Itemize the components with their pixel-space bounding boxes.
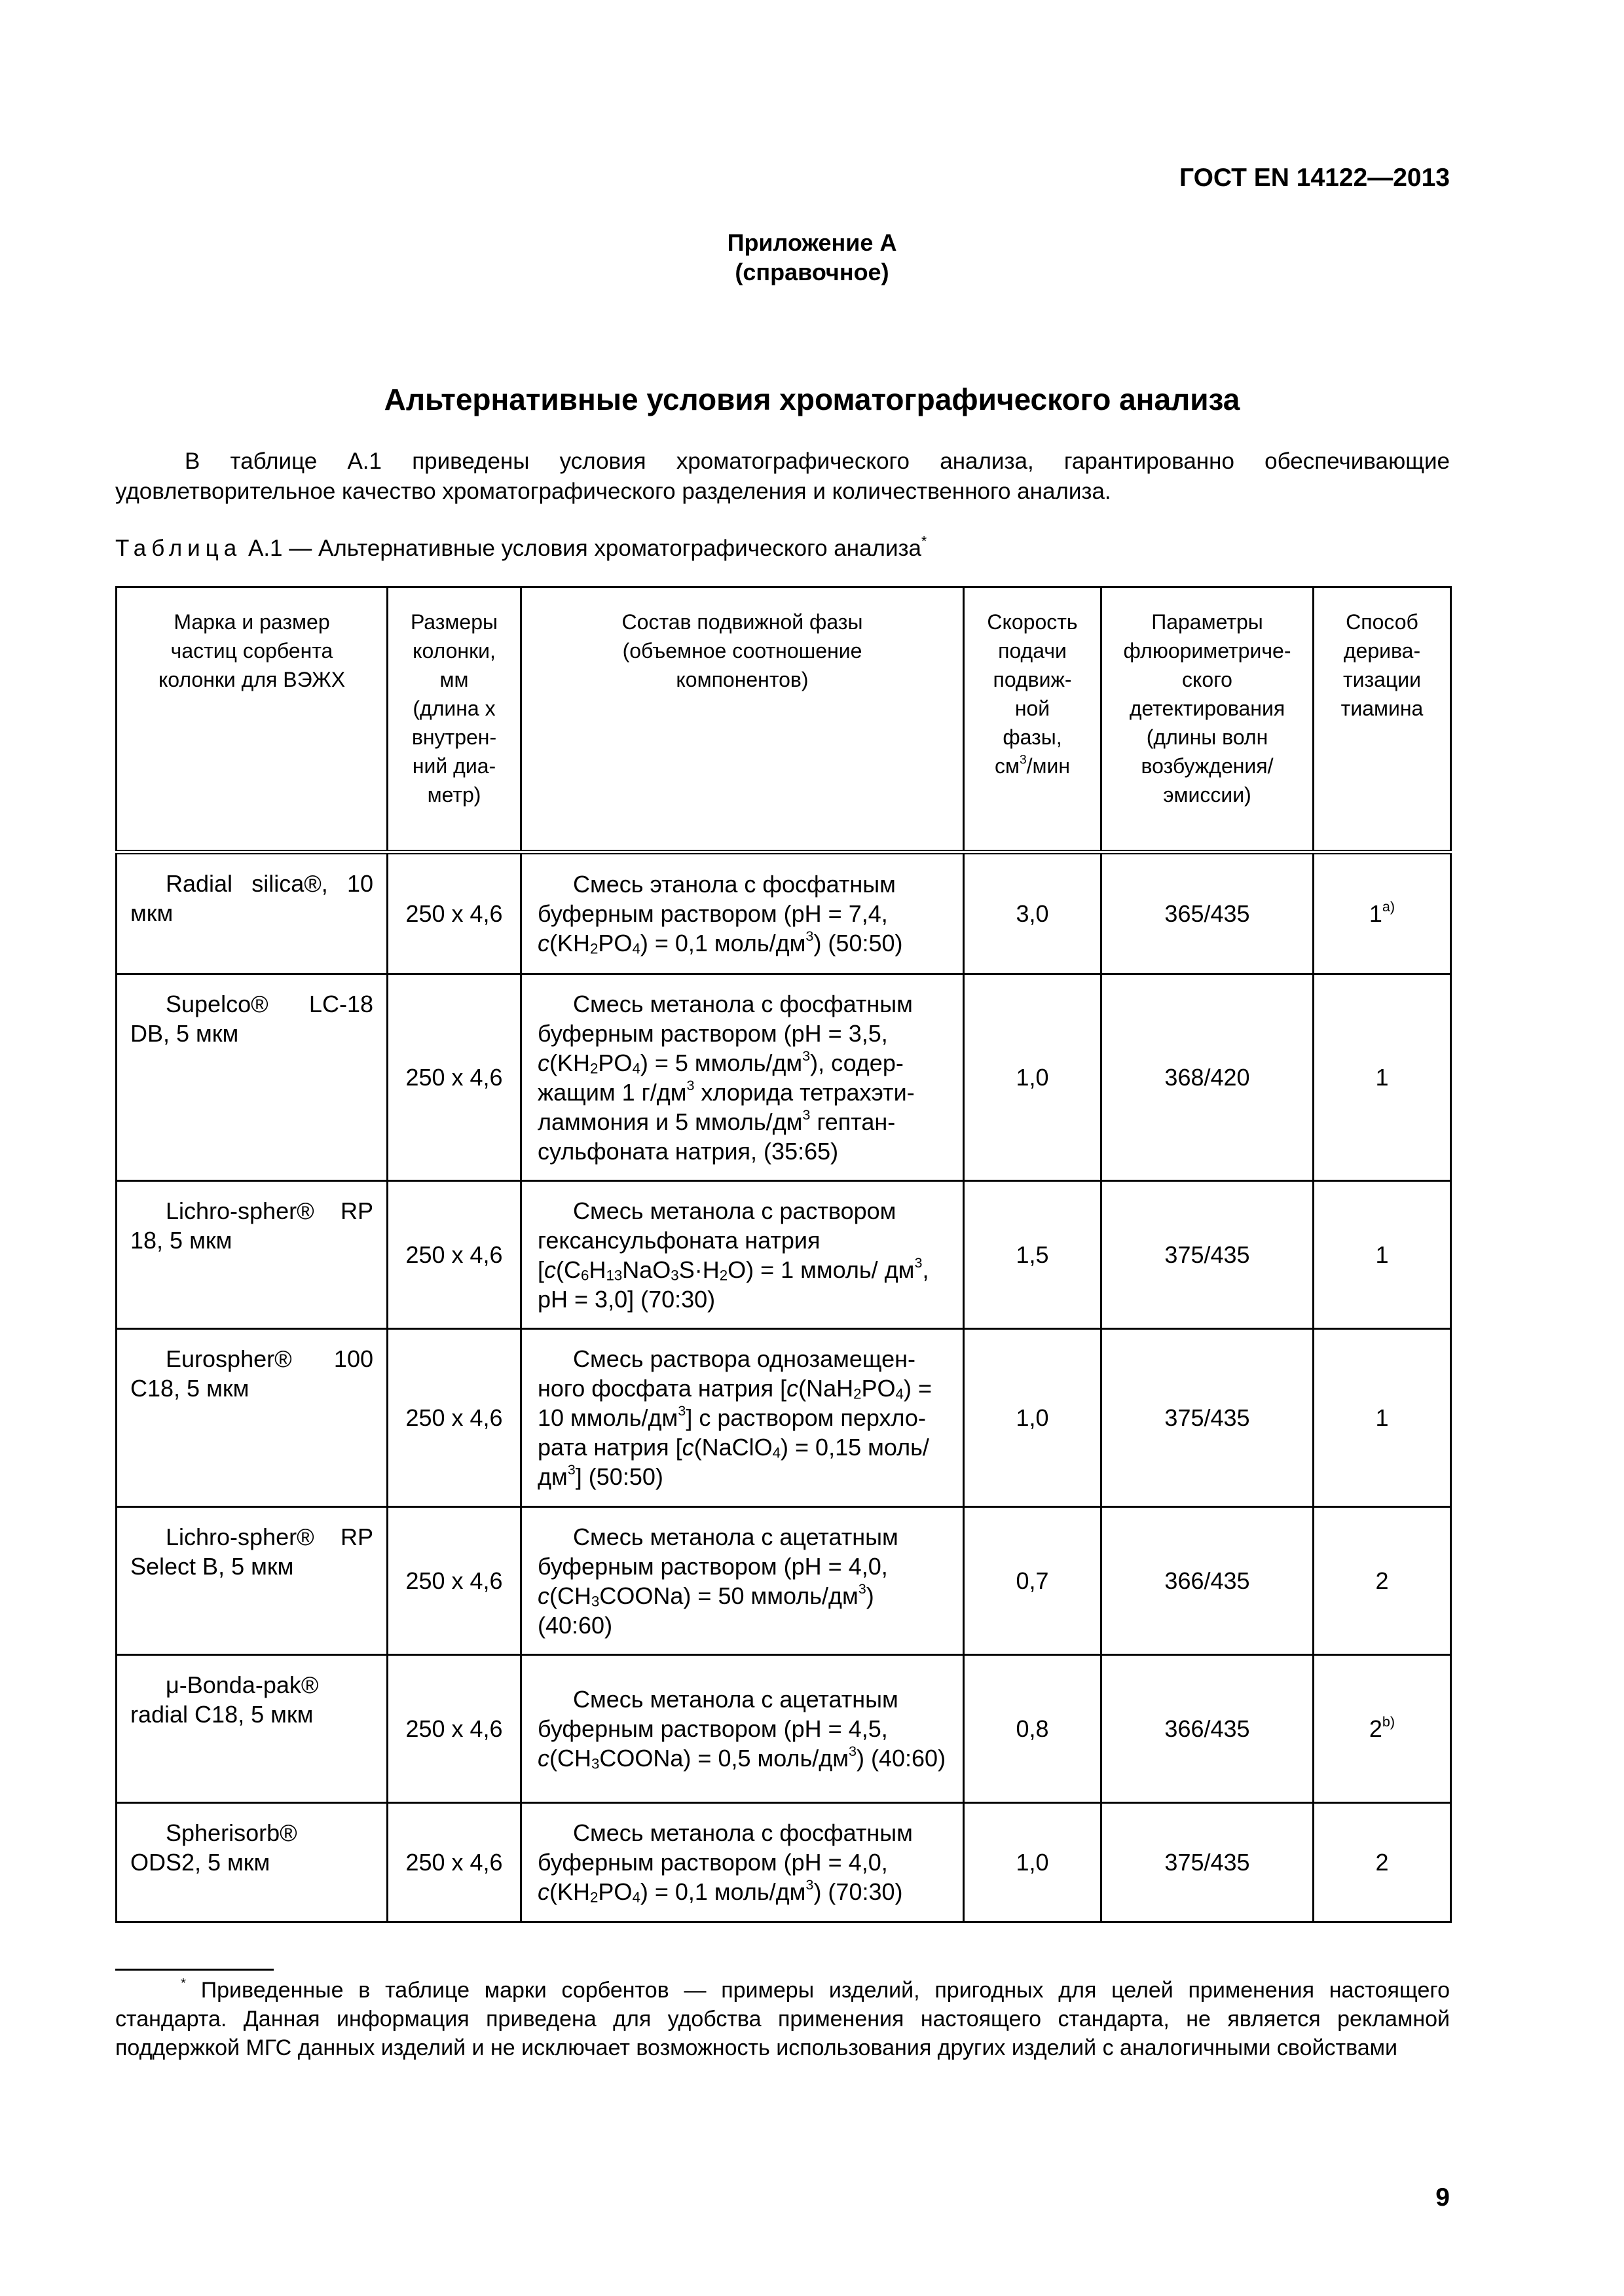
table-header-row: [117, 587, 1451, 852]
column-size-cell: 250 x 4,6: [388, 974, 521, 1181]
header-column-size: Размеры колонки, мм (длина х внутренний диаметр): [388, 587, 521, 852]
sorbent-cell: μ-Bonda-pak® radial C18, 5 мкм: [117, 1655, 388, 1803]
mobile-phase-cell: Смесь раствора однозамещенного фосфата натрия [$c(NaH_2PO_4) = 10$ ммоль/$дм^3$] с раствором перхлората натрия [c(NaClO$_4$) = 0,15 моль/$дм^3$] (50:50): [521, 1329, 964, 1507]
section-heading: Альтернативные условия хроматографического анализа: [384, 382, 1240, 416]
table-row: [117, 1329, 1451, 1507]
wavelengths-cell: 366/435: [1101, 1507, 1314, 1655]
column-size-cell: 250 x 4,6: [388, 1803, 521, 1922]
sorbent-cell: Lichro-spher® RP Select B, 5 мкм: [117, 1507, 388, 1655]
sorbent-cell: Lichro-spher® RP 18, 5 мкм: [117, 1181, 388, 1329]
chromatography-conditions-table: [115, 586, 1452, 1923]
mobile-phase-cell: Смесь метанола с фосфатным буферным раствором (pH = 4,0, $c(KH_2PO_4) = 0,1$ моль/$дм^3$) (70:30): [521, 1803, 964, 1922]
table-caption-mark: *: [921, 534, 927, 549]
table-caption-label: Таблица: [115, 536, 242, 561]
method-value: 1: [1369, 900, 1382, 927]
mobile-phase-cell: Смесь метанола с ацетатным буферным раствором (pH = 4,5, $c(CH_3COONa) = 0,5$ моль/$дм^3$) (40:60): [521, 1655, 964, 1803]
table-caption-number: А.1 —: [248, 536, 312, 561]
flow-rate-cell: 3,0: [964, 852, 1101, 974]
annex-title: Приложение А: [727, 229, 897, 256]
header-fluorimetric: Параметры флюориметрического детектирования (длины волн возбуждения/ эмиссии): [1101, 587, 1314, 852]
header-derivatization: Способ дериватизации тиамина: [1314, 587, 1451, 852]
page-number: 9: [1435, 2183, 1450, 2212]
method-cell: [1314, 1655, 1451, 1803]
table-row: [117, 1507, 1451, 1655]
method-value: 1: [1375, 1064, 1389, 1091]
wavelengths-cell: 366/435: [1101, 1655, 1314, 1803]
flow-rate-cell: 1,0: [964, 1329, 1101, 1507]
header-flow-rate: Скорость подачи подвижной фазы, $см^3$/мин: [964, 587, 1101, 852]
table-row: [117, 852, 1451, 974]
flow-rate-cell: 1,0: [964, 974, 1101, 1181]
mobile-phase-cell: Смесь этанола с фосфатным буферным раствором (pH = 7,4, $c(KH_2PO_4) = 0,1$ моль/$дм^3$) (50:50): [521, 852, 964, 974]
annex-type: (справочное): [735, 259, 889, 285]
flow-rate-cell: 1,0: [964, 1803, 1101, 1922]
method-value: 2: [1375, 1849, 1389, 1876]
footnote-text: Приведенные в таблице марки сорбентов — примеры изделий, пригодных для целей применения настоящего стандарта. Данная информация приведена для удобства применения настоящего стандарта, не является рекламной поддержкой МГС данных изделий и не исключает возможность использования других изделий с аналогичными свойствами: [115, 1978, 1450, 2060]
column-size-cell: 250 x 4,6: [388, 852, 521, 974]
sorbent-cell: Eurospher® 100 C18, 5 мкм: [117, 1329, 388, 1507]
method-cell: [1314, 1507, 1451, 1655]
method-note: a): [1382, 898, 1395, 915]
footnote-divider: [115, 1969, 274, 1971]
footnote-mark: *: [181, 1976, 186, 1991]
wavelengths-cell: 375/435: [1101, 1329, 1314, 1507]
wavelengths-cell: 375/435: [1101, 1803, 1314, 1922]
table-row: [117, 1655, 1451, 1803]
method-cell: [1314, 1181, 1451, 1329]
flow-rate-cell: 0,8: [964, 1655, 1101, 1803]
mobile-phase-cell: Смесь метанола с фосфатным буферным раствором (pH = 3,5, $c(KH_2PO_4) = 5$ ммоль/$дм^3$), содержащим 1 $г/дм^3$ хлорида тетрахэтиламмония и 5 ммоль/$дм^3$ гептансульфоната натрия, (35:65): [521, 974, 964, 1181]
method-value: 1: [1375, 1241, 1389, 1268]
method-cell: [1314, 974, 1451, 1181]
table-caption: [115, 536, 927, 562]
column-size-cell: 250 x 4,6: [388, 1655, 521, 1803]
flow-rate-cell: 1,5: [964, 1181, 1101, 1329]
method-cell: [1314, 1803, 1451, 1922]
mobile-phase-cell: Смесь метанола с раствором гексансульфоната натрия [$c(C_6H_{13}NaO_3S\cdot H_2O) = 1$ ммоль/ $дм^3$, pH = 3,0] (70:30): [521, 1181, 964, 1329]
sorbent-cell: Radial silica®, 10 мкм: [117, 852, 388, 974]
method-note: b): [1382, 1713, 1395, 1730]
header-mobile-phase: Состав подвижной фазы (объемное соотношение компонентов): [521, 587, 964, 852]
table-caption-title: Альтернативные условия хроматографического анализа: [318, 536, 922, 561]
wavelengths-cell: 365/435: [1101, 852, 1314, 974]
sorbent-cell: Spherisorb® ODS2, 5 мкм: [117, 1803, 388, 1922]
method-value: 2: [1369, 1715, 1382, 1742]
column-size-cell: 250 x 4,6: [388, 1507, 521, 1655]
method-cell: [1314, 1329, 1451, 1507]
wavelengths-cell: 375/435: [1101, 1181, 1314, 1329]
column-size-cell: 250 x 4,6: [388, 1329, 521, 1507]
sorbent-cell: Supelco® LC-18 DB, 5 мкм: [117, 974, 388, 1181]
method-value: 1: [1375, 1404, 1389, 1431]
header-sorbent: Марка и размер частиц сорбента колонки для ВЭЖХ: [117, 587, 388, 852]
method-cell: [1314, 852, 1451, 974]
table-row: [117, 1181, 1451, 1329]
column-size-cell: 250 x 4,6: [388, 1181, 521, 1329]
wavelengths-cell: 368/420: [1101, 974, 1314, 1181]
table-row: [117, 1803, 1451, 1922]
flow-rate-cell: 0,7: [964, 1507, 1101, 1655]
method-value: 2: [1375, 1567, 1389, 1594]
intro-paragraph: В таблице А.1 приведены условия хроматографического анализа, гарантированно обеспечивающие удовлетворительное качество хроматографического разделения и количественного анализа.: [115, 448, 1450, 504]
document-code: ГОСТ EN 14122—2013: [1179, 164, 1450, 192]
footnote: [115, 1976, 1450, 2062]
table-row: [117, 974, 1451, 1181]
mobile-phase-cell: Смесь метанола с ацетатным буферным раствором (pH = 4,0, $c(CH_3COONa) = 50$ ммоль/$дм^3$) (40:60): [521, 1507, 964, 1655]
